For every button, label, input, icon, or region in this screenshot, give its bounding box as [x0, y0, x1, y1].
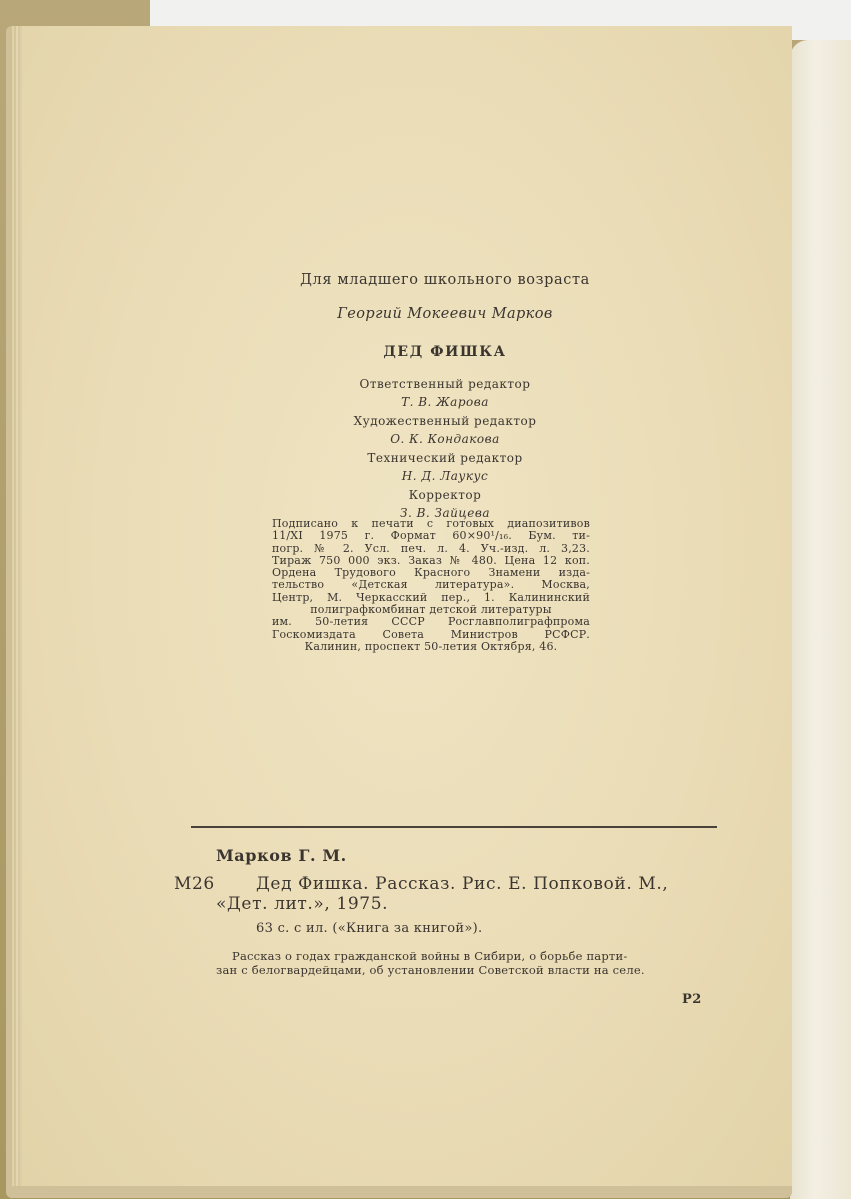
credit-role: Корректор: [408, 488, 482, 502]
catalog-description-line: «Дет. лит.», 1975.: [216, 894, 389, 914]
catalog-classification: Р2: [682, 992, 702, 1007]
credit-role: Ответственный редактор: [359, 377, 531, 391]
imprint-line: Госкомиздата Совета Министров РСФСР.: [272, 627, 590, 641]
author-full-name: Георгий Мокеевич Марков: [337, 306, 553, 322]
credit-name: Т. В. Жарова: [401, 394, 489, 409]
imprint-line: погр. № 2. Усл. печ. л. 4. Уч.-изд. л. 3,23.: [272, 541, 590, 555]
catalog-description-line: Дед Фишка. Рассказ. Рис. Е. Попковой. М.,: [256, 874, 669, 894]
imprint-line: Центр, М. Черкасский пер., 1. Калининский: [272, 590, 590, 604]
credit-name: О. К. Кондакова: [390, 431, 500, 446]
credit-name: З. В. Зайцева: [399, 505, 491, 520]
imprint-line: Ордена Трудового Красного Знамени изда-: [272, 566, 590, 580]
credit-role: Технический редактор: [367, 451, 523, 465]
credits-block: [22, 376, 851, 524]
imprint-line: Подписано к печати с готовых диапозитивов: [272, 517, 590, 530]
imprint-line: 11/XI 1975 г. Формат 60×90¹/₁₆. Бум. ти-: [272, 529, 590, 543]
imprint-line: полиграфкомбинат детской литературы: [310, 603, 552, 617]
catalog-description: [216, 874, 716, 914]
adjacent-sheet: [790, 40, 851, 1199]
catalog-divider: [191, 826, 717, 828]
catalog-annotation-line: зан с белогвардейцами, об установлении Советской власти на селе.: [216, 962, 645, 977]
catalog-pages: 63 с. с ил. («Книга за книгой»).: [256, 921, 483, 936]
imprint-line: Калинин, проспект 50-летия Октября, 46.: [304, 639, 558, 653]
imprint-line: тельство «Детская литература». Москва,: [272, 578, 590, 592]
book-title: ДЕД ФИШКА: [383, 344, 507, 360]
imprint-line: им. 50-летия СССР Росглавполиграфпрома: [272, 615, 590, 629]
credit-role: Художественный редактор: [353, 414, 537, 428]
catalog-annotation: [216, 950, 702, 977]
imprint-line: Тираж 750 000 экз. Заказ № 480. Цена 12 коп.: [272, 553, 590, 567]
catalog-author-heading: Марков Г. М.: [216, 846, 347, 865]
imprint-block: [272, 518, 590, 653]
credit-name: Н. Д. Лаукус: [401, 468, 489, 483]
catalog-code: М26: [174, 874, 215, 894]
catalog-annotation-line: Рассказ о годах гражданской войны в Сибири, о борьбе парти-: [232, 949, 628, 963]
book-page: [22, 26, 792, 1186]
audience-line: Для младшего школьного возраста: [300, 272, 590, 288]
